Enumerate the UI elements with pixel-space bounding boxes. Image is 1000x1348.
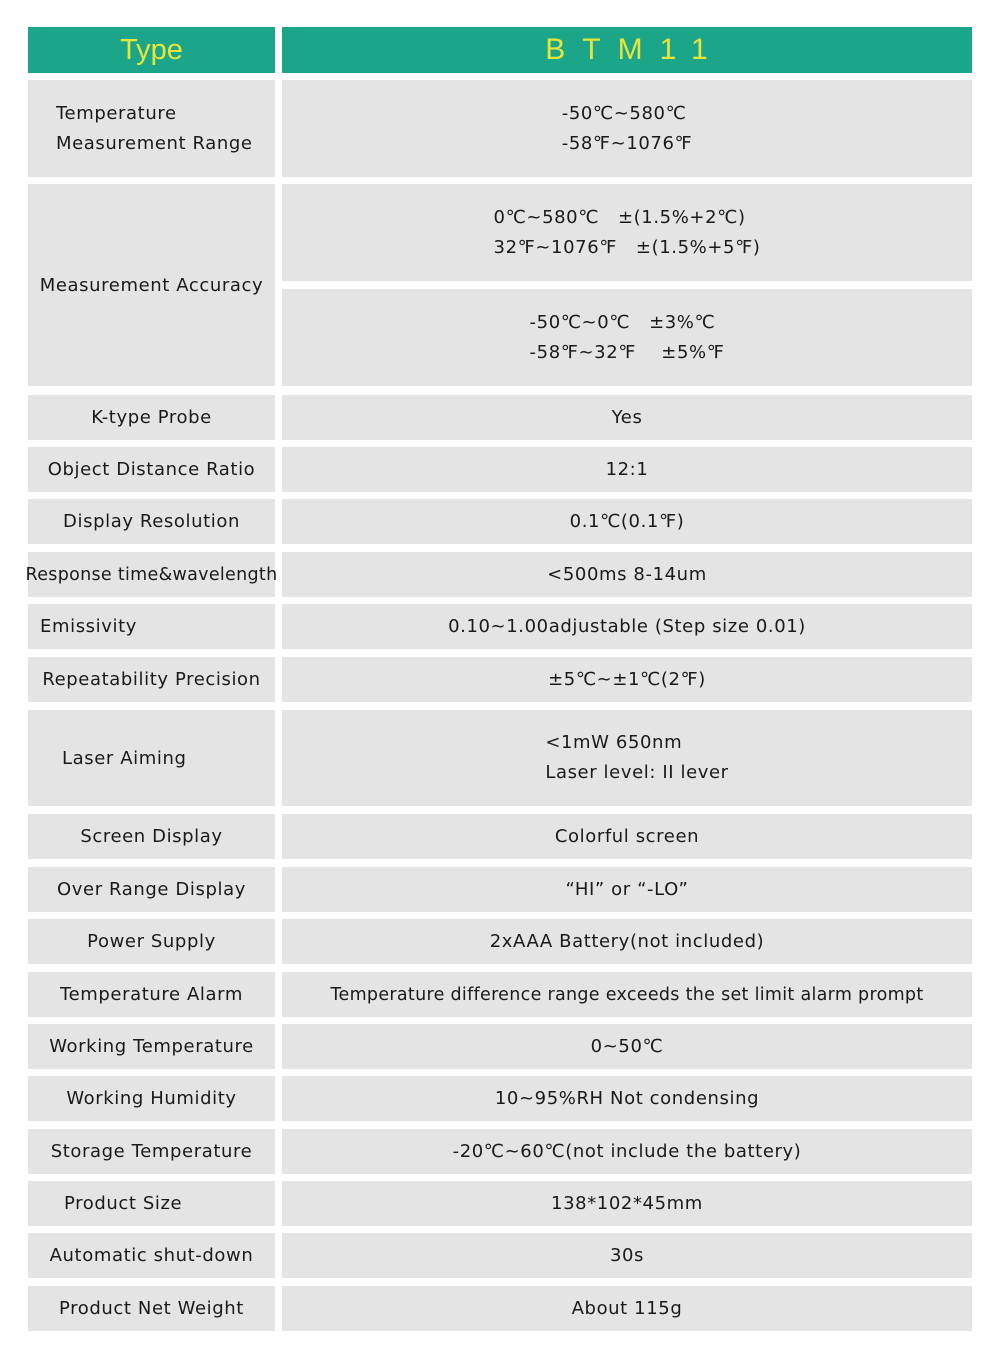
value-laser-aiming [282,710,972,806]
label-storage-temperature [28,1129,275,1174]
value-text: 2xAAA Battery(not included) [489,931,765,952]
label-working-humidity [28,1076,275,1121]
value-line-power: <1mW 650nm [545,732,683,753]
value-text: 12:1 [605,459,649,480]
value-accuracy-high [282,184,972,281]
label-text: Working Temperature [49,1036,254,1057]
label-text: Power Supply [87,931,216,952]
value-text: “HI” or “-LO” [565,879,689,900]
header-type-cell [28,27,275,73]
label-text: Temperature Alarm [60,984,243,1005]
label-repeatability-precision [28,657,275,702]
label-working-temperature [28,1024,275,1069]
value-text: 10~95%RH Not condensing [494,1088,760,1109]
label-text: Response time&wavelength [25,564,278,585]
label-text: Measurement Accuracy [39,274,264,296]
label-object-distance-ratio [28,447,275,492]
label-text: Product Size [64,1193,183,1214]
label-text: Display Resolution [63,511,240,532]
label-text: Over Range Display [57,879,246,900]
label-text: Storage Temperature [50,1141,253,1162]
header-model: BTM11 [545,33,725,66]
value-text: <500ms 8-14um [547,564,707,585]
value-line-celsius: 0℃~580℃ ±(1.5%+2℃) [493,206,746,228]
value-temperature-alarm [282,972,972,1017]
value-line-fahrenheit: -58℉~32℉ ±5%℉ [529,341,725,363]
value-over-range-display [282,867,972,912]
label-line-1: Temperature [56,102,177,124]
label-text: K-type Probe [91,407,212,428]
value-power-supply [282,919,972,964]
value-storage-temperature [282,1129,972,1174]
label-k-type-probe [28,395,275,440]
label-text: Working Humidity [66,1088,237,1109]
label-display-resolution [28,499,275,544]
value-text: 0.10~1.00adjustable (Step size 0.01) [448,616,806,637]
label-measurement-accuracy [28,184,275,386]
label-text: Repeatability Precision [42,669,261,690]
label-screen-display [28,814,275,859]
value-screen-display [282,814,972,859]
value-text: -20℃~60℃(not include the battery) [452,1141,802,1162]
label-line-2: Measurement Range [56,132,253,154]
label-temperature-alarm [28,972,275,1017]
value-text: 138*102*45mm [551,1193,703,1214]
value-text: Colorful screen [554,826,700,847]
value-line-fahrenheit: -58℉~1076℉ [561,132,693,154]
value-text: 0.1℃(0.1℉) [569,511,685,532]
value-response-time [282,552,972,597]
label-text: Emissivity [40,616,138,637]
value-display-resolution [282,499,972,544]
value-text: Yes [611,407,643,428]
label-text: Product Net Weight [59,1298,244,1319]
value-line-celsius: -50℃~580℃ [561,102,687,124]
label-emissivity [28,604,275,649]
label-over-range-display [28,867,275,912]
value-line-celsius: -50℃~0℃ ±3%℃ [529,311,716,333]
value-temperature-range [282,80,972,177]
value-working-temperature [282,1024,972,1069]
label-product-net-weight [28,1286,275,1331]
label-response-time [25,552,278,597]
label-laser-aiming [28,710,275,806]
label-product-size [28,1181,275,1226]
value-text: About 115g [571,1298,683,1319]
header-model-cell [282,27,972,73]
value-text: 0~50℃ [590,1036,664,1057]
value-accuracy-low [282,289,972,386]
value-object-distance-ratio [282,447,972,492]
value-automatic-shutdown [282,1233,972,1278]
value-emissivity [282,604,972,649]
value-repeatability-precision [282,657,972,702]
value-text: ±5℃~±1℃(2℉) [548,669,706,690]
label-automatic-shutdown [28,1233,275,1278]
value-line-fahrenheit: 32℉~1076℉ ±(1.5%+5℉) [493,236,761,258]
header-type-label: Type [120,33,183,66]
value-product-size [282,1181,972,1226]
label-text: Automatic shut-down [49,1245,254,1266]
value-line-level: Laser level: II lever [545,762,729,783]
value-working-humidity [282,1076,972,1121]
value-text: 30s [609,1245,645,1266]
label-power-supply [28,919,275,964]
label-text: Object Distance Ratio [47,459,256,480]
label-text: Screen Display [80,826,223,847]
value-k-type-probe [282,395,972,440]
value-product-net-weight [282,1286,972,1331]
value-text: Temperature difference range exceeds the set limit alarm prompt [330,984,924,1005]
label-temperature-range [28,80,275,177]
label-text: Laser Aiming [62,747,187,769]
